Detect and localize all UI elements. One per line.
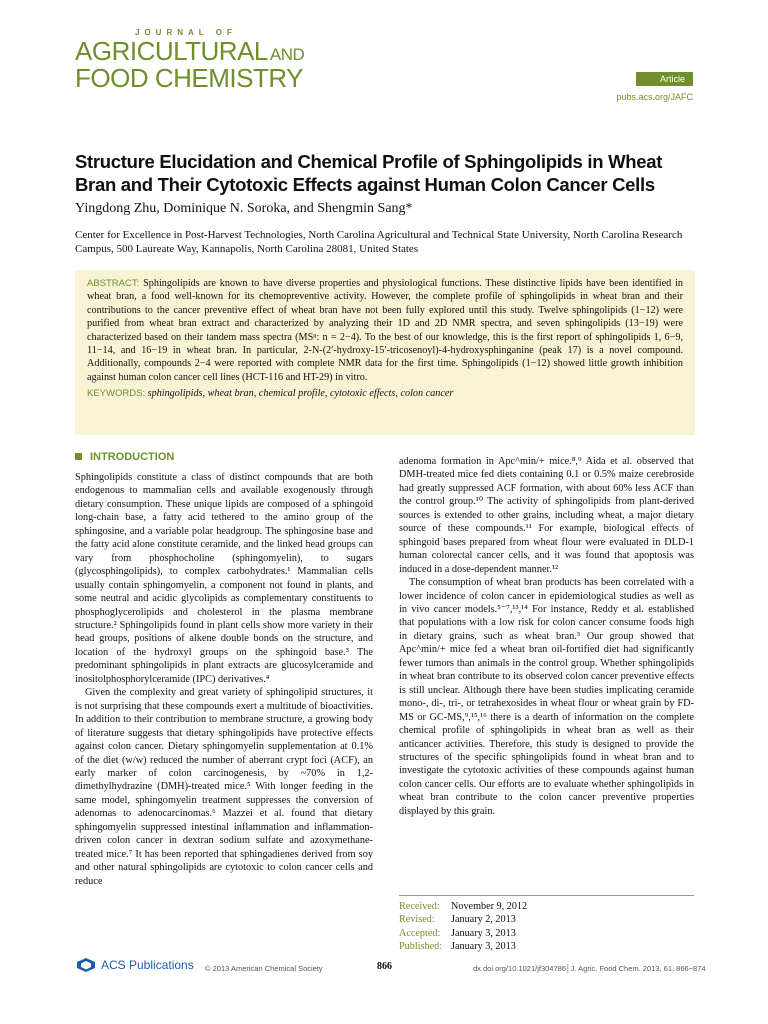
- journal-of-label: JOURNAL OF: [135, 28, 237, 37]
- article-type-badge: Article: [636, 72, 693, 86]
- doi-citation[interactable]: dx.doi.org/10.1021/jf304786│J. Agric. Food Chem. 2013, 61, 866−874: [473, 964, 706, 973]
- paragraph: Sphingolipids constitute a class of distinct compounds that are both endogenous to mammalian cells and available exogenously through dietary consumption. These unique lipids are composed of a sphingoid long-chain base, a fatty acid tethered to the amino group of the sphingosine, and a variable polar headgroup. The sphingosine base and the fatty acid alone constitute ceramide, and the linked head groups can vary from phosphocholine (sphingomyelin), to sugars (glycosphingolipids), to complex carbohydrates.¹ Mammalian cells usually contain sphingomyelin, a component not found in plants, and some neutral and acidic glycolipids as complementary constituents to phosphoglycerolipids and cholesterol in the plasma membrane structure.² Sphingolipids found in plant cells show more variety in their head groups, positions of alkene double bonds on the structure, and location of the hydroxyl groups on the sphingoid base.³ The predominant sphingolipids in plant extracts are glucosylceramide and inositolphosphorylceramide (IPC) derivatives.⁴: [75, 472, 373, 685]
- publisher-name: ACS Publications: [101, 958, 194, 972]
- date-row: Published: January 3, 2013: [399, 940, 516, 952]
- abstract-text: Sphingolipids are known to have diverse properties and physiological functions. These distinctive lipids have been identified in wheat bran, a food well-known for its chemopreventive activity. However, the complete profile of sphingolipids in wheat bran and their contributions to the cancer preventive effect of wheat bran have not been fully explored until this study. Twelve sphingolipids (1−12) were purified from wheat bran extract and characterized by analyzing their 1D and 2D NMR spectra, and seven sphingolipids (13−19) were characterized based on their tandem mass spectra (MSⁿ: n = 2−4). To the best of our knowledge, this is the first report of sphingolipids 1, 6−9, 11−14, and 16−19 in wheat bran. In particular, 2-N-(2′-hydroxy-15′-tricosenoyl)-4-hydroxysphinganine (peak 17) is a novel compound. Additionally, compounds 2−4 were reported with complete NMR data for the first time. Sphingolipids (1−12) showed little growth inhibition against human colon cancer cell lines (HCT-116 and HT-29) in vitro.: [87, 278, 683, 383]
- date-row: Revised: January 2, 2013: [399, 914, 516, 926]
- date-row: Received: November 9, 2012: [399, 901, 528, 912]
- body-column-right: [399, 455, 694, 818]
- paragraph: The consumption of wheat bran products has been correlated with a lower incidence of colon cancer in epidemiological studies as well as in vivo cancer models.⁵⁻⁷,¹³,¹⁴ For instance, Reddy et al. established that populations with a low risk for colon cancer consume foods high in dietary grains, such as wheat bran.³ Our group showed that Apc^min/+ mice fed a wheat bran oil-fortified diet had significantly fewer tumors than animals in the control group. Whether sphingolipids in wheat bran contribute to its observed colon cancer preventive effects is still unclear. Although there have been studies implicating ceramide mono-, di-, tri-, or tetrahexosides in wheat flour or wheat grain by FD-MS or GC-MS,⁹,¹⁵,¹⁶ there is a dearth of information on the complete chemical profile of sphingolipids in wheat bran as well as their anticancer activities. Therefore, this study is designed to provide the structures of the specific sphingolipids found in wheat bran and to investigate the cytotoxic activities of these compounds against human colon cancer cells. Our efforts are to evaluate whether sphingolipids in wheat bran contribute to the colon cancer preventive properties displayed by this grain.: [399, 577, 694, 817]
- journal-url-link[interactable]: pubs.acs.org/JAFC: [616, 92, 693, 102]
- date-row: Accepted: January 3, 2013: [399, 927, 516, 939]
- keywords-label: KEYWORDS:: [87, 388, 146, 400]
- keywords-text: sphingolipids, wheat bran, chemical profile, cytotoxic effects, colon cancer: [147, 388, 454, 400]
- heading-square-icon: [75, 453, 82, 460]
- abstract-box: [75, 270, 695, 435]
- affiliation: Center for Excellence in Post-Harvest Technologies, North Carolina Agricultural and Technical State University, North Carolina Research Campus, 500 Laureate Way, Kannapolis, North Carolina 28081, United States: [75, 229, 683, 255]
- publisher-logo[interactable]: [75, 957, 194, 973]
- page-footer: [0, 955, 768, 985]
- article-title: Structure Elucidation and Chemical Profile of Sphingolipids in Wheat Bran and Their Cytotoxic Effects against Human Colon Cancer Cells: [75, 151, 663, 195]
- publication-dates: [399, 895, 694, 953]
- journal-masthead: [75, 28, 695, 120]
- copyright: © 2013 American Chemical Society: [205, 964, 323, 973]
- journal-and: AND: [269, 45, 305, 64]
- paragraph: adenoma formation in Apc^min/+ mice.⁸,⁹ Aida et al. observed that DMH-treated mice fed diets containing 0.1 or 0.5% maize cerebroside had greatly suppressed ACF formation, with about 60% less ACF than the control group.¹⁰ The activity of sphingolipids from plant-derived sources is extended to other grains, including wheat, a major dietary source of these compounds.¹¹ For example, biological effects of sphingoid bases prepared from wheat flour were evaluated in DLD-1 human colorectal cancer cells, and it was found that apoptosis was induced in a dose-dependent manner.¹²: [399, 456, 694, 575]
- abstract-label: ABSTRACT:: [87, 278, 140, 289]
- section-heading-introduction: INTRODUCTION: [75, 451, 174, 463]
- body-column-left: [75, 471, 373, 888]
- author-list: Yingdong Zhu, Dominique N. Soroka, and Shengmin Sang*: [75, 201, 413, 216]
- keywords-line: [87, 387, 683, 400]
- journal-name-line2: FOOD CHEMISTRY: [75, 63, 303, 93]
- paragraph: Given the complexity and great variety of sphingolipid structures, it is not surprising that these compounds exert a multitude of bioactivities. In addition to their contribution to membrane structure, a growing body of literature suggests that dietary sphingolipids have protective effects against colon cancer. Dietary sphingomyelin supplementation at 0.1% of the diet (w/w) reduced the number of aberrant crypt foci (ACF), an early marker of colon carcinogenesis, by ~70% in 1,2-dimethylhydrazine (DMH)-treated mice.⁵ With longer feeding in the same model, sphingomyelin treatment suppresses the conversion of adenomas to adenocarcinomas.⁶ Mazzei et al. found that dietary sphingomyelin suppressed intestinal inflammation and inflammation-driven colon cancer in dextran sodium sulfate and azoxymethane-treated mice.⁷ It has been reported that sphingadienes derived from soy and other natural sphingolipids are cytotoxic to colon cancer cells and reduce: [75, 687, 373, 887]
- page-number: 866: [377, 961, 392, 972]
- journal-name-line1: AGRICULTURAL AND: [75, 36, 305, 66]
- acs-hexagon-icon: [75, 957, 97, 973]
